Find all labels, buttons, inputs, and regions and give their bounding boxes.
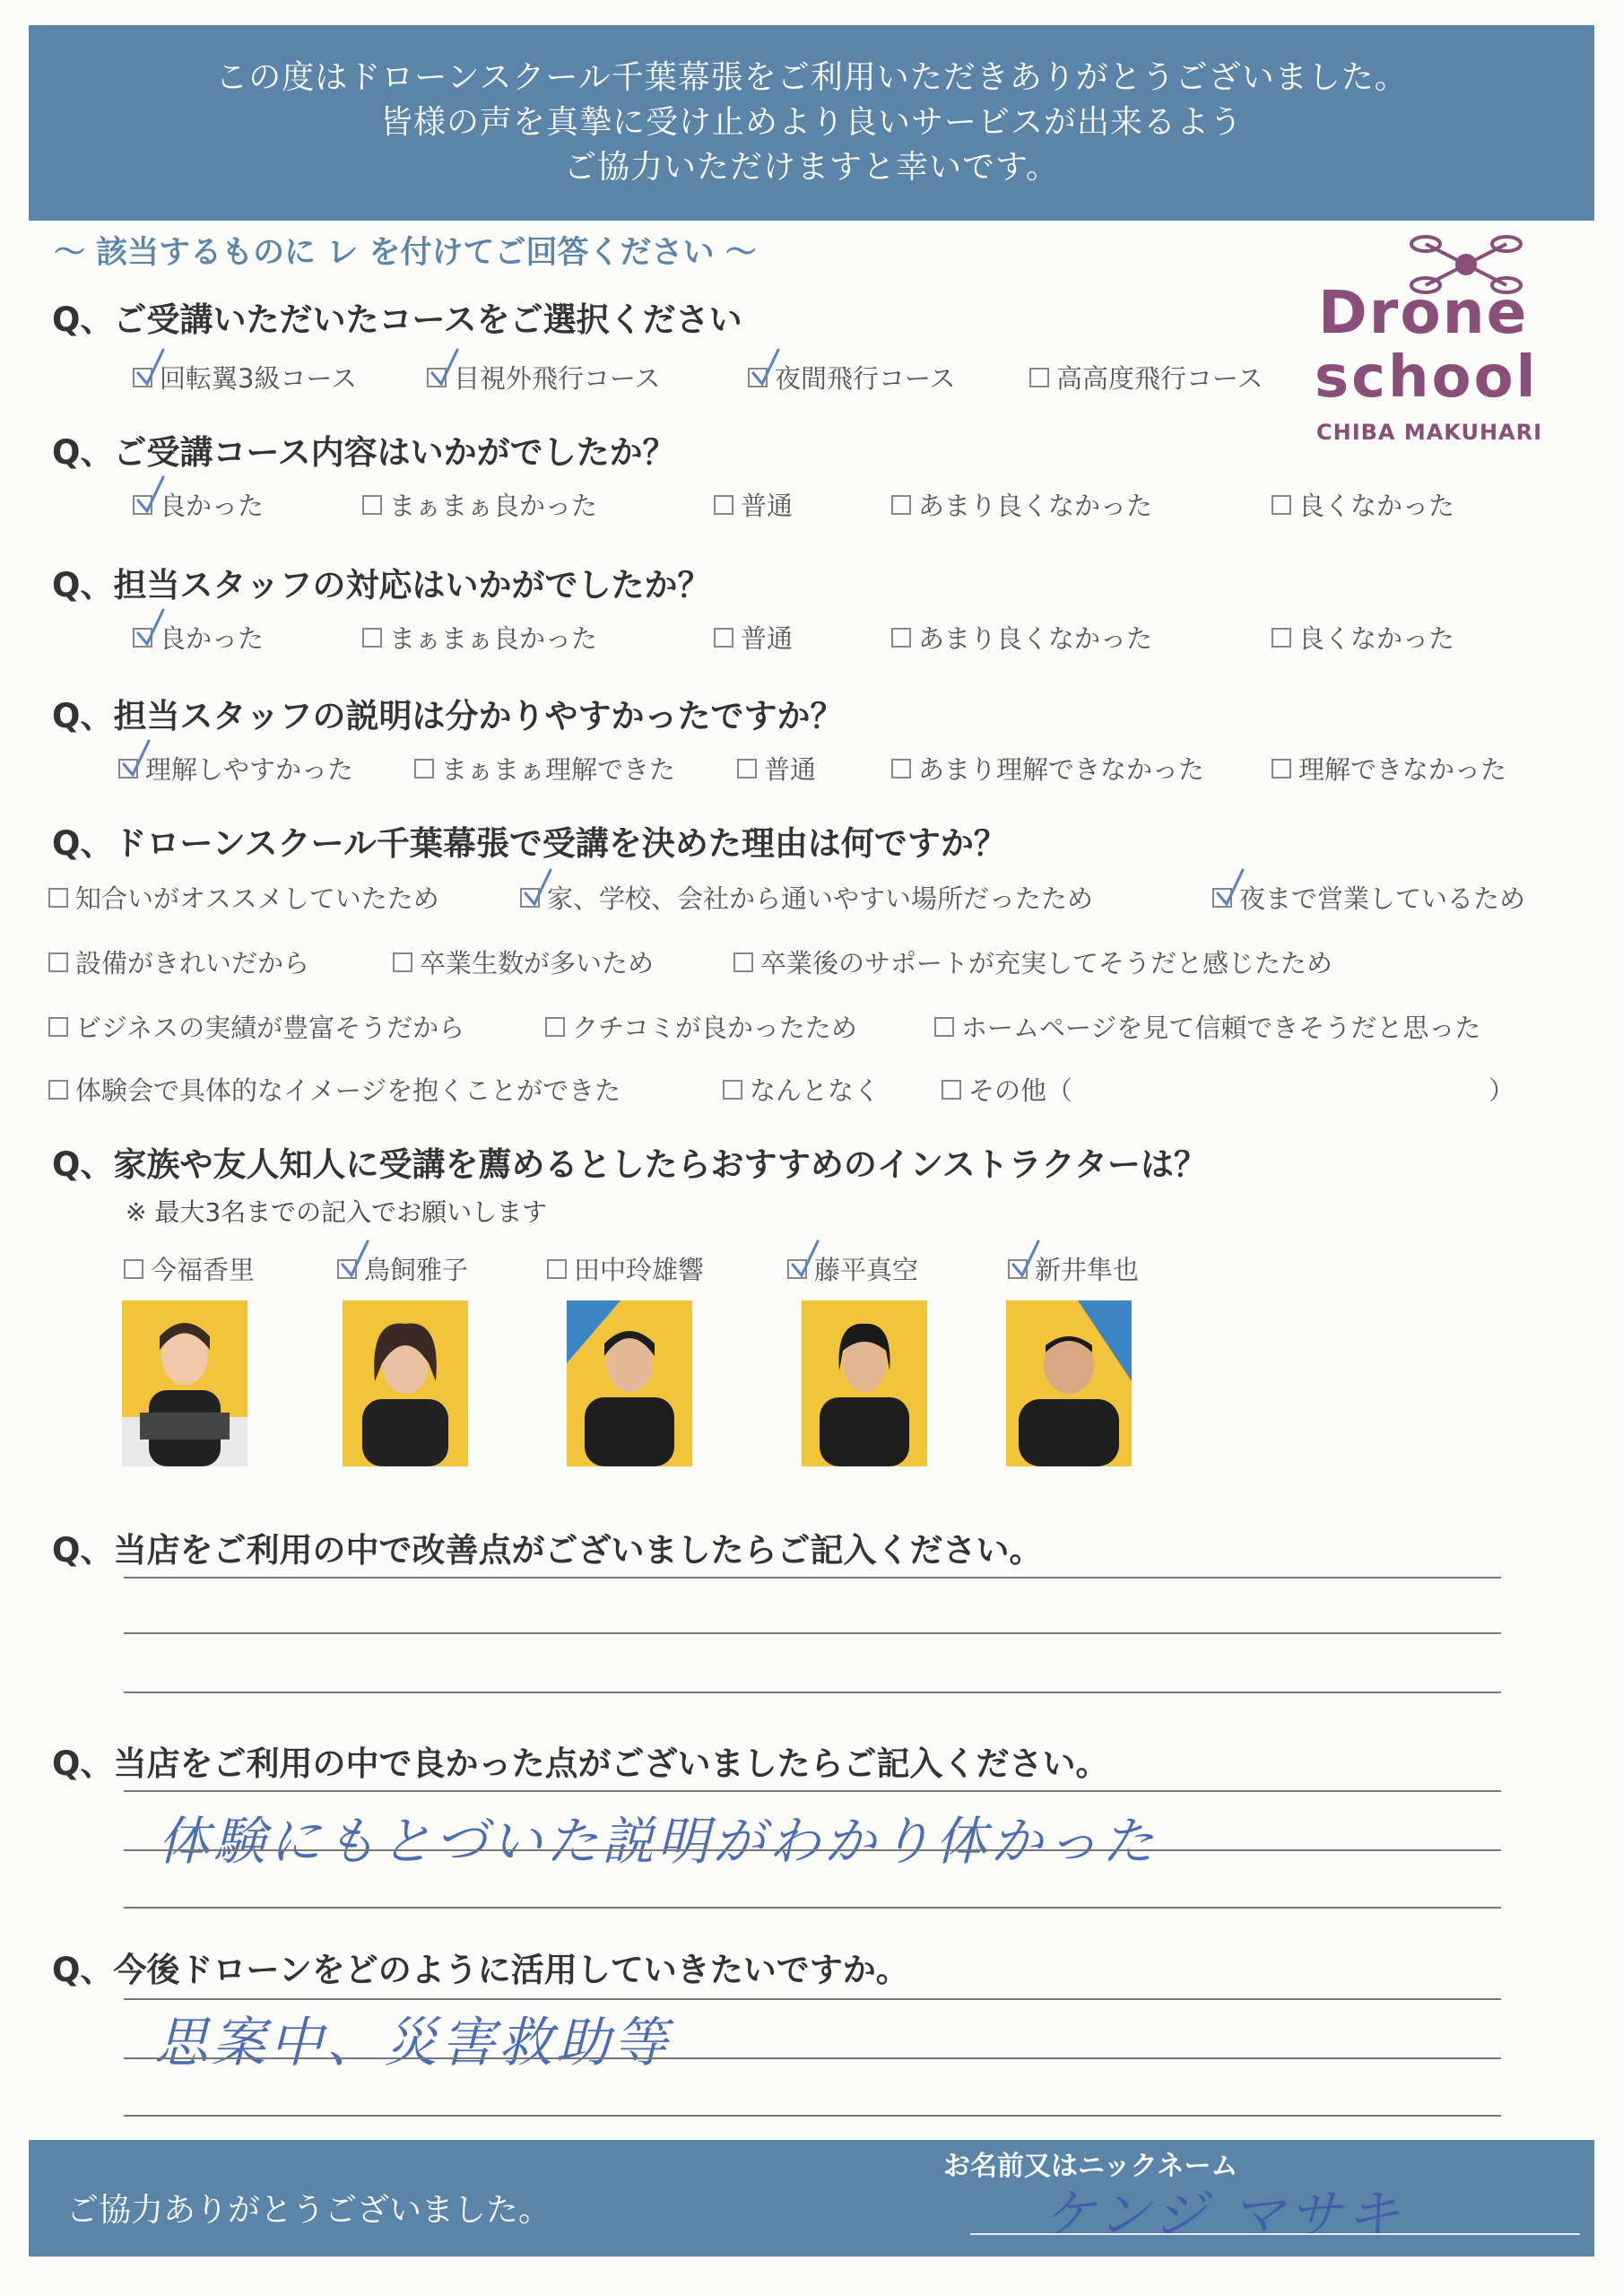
checkbox[interactable] xyxy=(942,1080,961,1100)
answer-line xyxy=(124,2057,1501,2059)
footer-thanks: ご協力ありがとうございました。 xyxy=(66,2192,551,2229)
q1-option-1[interactable]: 回転翼3級コース xyxy=(133,359,357,396)
checkbox[interactable] xyxy=(733,952,753,972)
instruction-text: ～ 該当するものに レ を付けてご回答ください ～ xyxy=(54,235,757,271)
checkbox[interactable] xyxy=(48,952,68,972)
instructor-photo xyxy=(122,1300,247,1466)
checkbox[interactable] xyxy=(520,888,540,908)
checkbox[interactable] xyxy=(723,1080,742,1100)
checkmark-icon xyxy=(136,475,167,517)
checkbox[interactable] xyxy=(714,628,733,648)
checkbox[interactable] xyxy=(362,628,382,648)
q5-option-9[interactable]: ホームページを見て信頼できそうだと思った xyxy=(934,1008,1480,1045)
checkbox[interactable] xyxy=(362,495,382,515)
header-line-1: この度はドローンスクール千葉幕張をご利用いただきありがとうございました。 xyxy=(215,59,1408,96)
checkbox[interactable] xyxy=(133,495,152,515)
checkmark-icon xyxy=(341,1239,371,1281)
answer-line xyxy=(124,2115,1501,2117)
checkbox[interactable] xyxy=(1271,628,1291,648)
q5-option-12[interactable]: その他（ xyxy=(942,1071,1072,1108)
q5-option-8[interactable]: クチコミが良かったため xyxy=(545,1008,857,1045)
checkbox[interactable] xyxy=(133,628,152,648)
answer-line xyxy=(124,1632,1501,1634)
q3-option-2[interactable]: まぁまぁ良かった xyxy=(362,619,597,656)
answer-line xyxy=(124,1790,1501,1792)
answer-line xyxy=(124,1907,1501,1909)
q6-option-1[interactable]: 今福香里 xyxy=(124,1250,255,1287)
instructor-photo xyxy=(1006,1300,1132,1466)
checkmark-icon xyxy=(122,739,152,780)
logo-line-1: Drone xyxy=(1318,278,1529,347)
q5-other-close: ） xyxy=(1488,1075,1515,1106)
q5-option-1[interactable]: 知合いがオススメしていたため xyxy=(48,879,439,916)
q3-option-3[interactable]: 普通 xyxy=(714,619,793,656)
name-label: お名前又はニックネーム xyxy=(943,2151,1238,2182)
checkbox[interactable] xyxy=(48,888,68,908)
answer-line xyxy=(124,1998,1501,2000)
q2-option-1[interactable]: 良かった xyxy=(133,486,264,523)
logo-line-3: CHIBA MAKUHARI xyxy=(1316,420,1543,445)
drone-school-logo xyxy=(1309,224,1560,457)
answer-line xyxy=(124,1577,1501,1578)
checkmark-icon xyxy=(524,868,554,909)
instructor-photo xyxy=(343,1300,468,1466)
q5-option-3[interactable]: 夜まで営業しているため xyxy=(1212,879,1525,916)
q4-option-5[interactable]: 理解できなかった xyxy=(1271,750,1506,787)
q2-option-5[interactable]: 良くなかった xyxy=(1271,486,1454,523)
q1-option-3[interactable]: 夜間飛行コース xyxy=(748,359,956,396)
footer-band xyxy=(29,2140,1594,2257)
header-line-2: 皆様の声を真摯に受け止めより良いサービスが出来るよう xyxy=(379,104,1243,141)
q4-option-2[interactable]: まぁまぁ理解できた xyxy=(414,750,675,787)
q5-option-10[interactable]: 体験会で具体的なイメージを抱くことができた xyxy=(48,1071,621,1108)
checkbox[interactable] xyxy=(118,759,138,778)
question-reason: Q、ドローンスクール千葉幕張で受講を決めた理由は何ですか？ xyxy=(52,824,1007,863)
q5-option-7[interactable]: ビジネスの実績が豊富そうだから xyxy=(48,1008,464,1045)
q4-option-3[interactable]: 普通 xyxy=(737,750,816,787)
checkbox[interactable] xyxy=(737,759,757,778)
instructor-photo xyxy=(802,1300,927,1466)
checkbox[interactable] xyxy=(48,1080,68,1100)
answer-line xyxy=(124,1849,1501,1851)
header-line-3: ご協力いただけますと幸いです。 xyxy=(563,149,1060,186)
checkbox[interactable] xyxy=(1271,759,1291,778)
checkbox[interactable] xyxy=(1212,888,1232,908)
checkbox[interactable] xyxy=(714,495,733,515)
checkbox[interactable] xyxy=(337,1259,357,1279)
checkbox[interactable] xyxy=(891,628,911,648)
q1-option-2[interactable]: 目視外飛行コース xyxy=(427,359,661,396)
checkmark-icon xyxy=(791,1239,821,1281)
q6-option-3[interactable]: 田中玲雄響 xyxy=(547,1250,704,1287)
q5-option-6[interactable]: 卒業後のサポートが充実してそうだと感じたため xyxy=(733,944,1332,980)
q2-option-2[interactable]: まぁまぁ良かった xyxy=(362,486,597,523)
q5-option-2[interactable]: 家、学校、会社から通いやすい場所だったため xyxy=(520,879,1093,916)
q5-option-11[interactable]: なんとなく xyxy=(723,1071,880,1108)
name-value[interactable]: ケンジ マサキ xyxy=(1042,2184,1403,2247)
checkbox[interactable] xyxy=(1008,1259,1028,1279)
checkbox[interactable] xyxy=(1271,495,1291,515)
q3-option-1[interactable]: 良かった xyxy=(133,619,264,656)
question-future-use: Q、今後ドローンをどのように活用していきたいですか。 xyxy=(52,1951,909,1989)
question-course-content: Q、ご受講コース内容はいかがでしたか？ xyxy=(52,433,676,472)
checkbox[interactable] xyxy=(891,495,911,515)
question-staff-explanation: Q、担当スタッフの説明は分かりやすかったですか？ xyxy=(52,697,844,735)
header-banner xyxy=(29,25,1594,221)
q4-option-1[interactable]: 理解しやすかった xyxy=(118,750,353,787)
checkbox[interactable] xyxy=(748,368,768,387)
q5-option-5[interactable]: 卒業生数が多いため xyxy=(393,944,654,980)
checkbox[interactable] xyxy=(891,759,911,778)
checkbox[interactable] xyxy=(547,1259,567,1279)
question-instructor: Q、家族や友人知人に受講を薦めるとしたらおすすめのインストラクターは？ xyxy=(52,1145,1207,1184)
checkmark-icon xyxy=(430,348,461,389)
checkbox[interactable] xyxy=(427,368,447,387)
q2-option-3[interactable]: 普通 xyxy=(714,486,793,523)
question-good-points: Q、当店をご利用の中で良かった点がございましたらご記入ください。 xyxy=(52,1744,1109,1783)
q2-option-4[interactable]: あまり良くなかった xyxy=(891,486,1152,523)
future-use-answer[interactable]: 思案中、災害救助等 xyxy=(154,2012,671,2074)
logo-line-2: school xyxy=(1315,344,1539,411)
checkmark-icon xyxy=(136,608,167,649)
checkbox[interactable] xyxy=(934,1017,954,1037)
q3-option-5[interactable]: 良くなかった xyxy=(1271,619,1454,656)
name-line xyxy=(970,2233,1580,2235)
q5-option-4[interactable]: 設備がきれいだから xyxy=(48,944,309,980)
checkbox[interactable] xyxy=(48,1017,68,1037)
checkbox[interactable] xyxy=(133,368,152,387)
checkmark-icon xyxy=(751,348,782,389)
q6-option-2[interactable]: 鳥飼雅子 xyxy=(337,1250,468,1287)
checkbox[interactable] xyxy=(787,1259,807,1279)
instructor-photo xyxy=(567,1300,692,1466)
answer-line xyxy=(124,1692,1501,1693)
checkbox[interactable] xyxy=(393,952,412,972)
q1-option-4[interactable]: 高高度飛行コース xyxy=(1029,359,1263,396)
q6-option-4[interactable]: 藤平真空 xyxy=(787,1250,918,1287)
question-improvements: Q、当店をご利用の中で改善点がございましたらご記入ください。 xyxy=(52,1531,1043,1570)
q6-option-5[interactable]: 新井隼也 xyxy=(1008,1250,1139,1287)
checkbox[interactable] xyxy=(414,759,434,778)
good-points-answer[interactable]: 体験にもとづいた説明がわかり体かった xyxy=(158,1811,1158,1872)
question-course: Q、ご受講いただいたコースをご選択ください xyxy=(52,300,742,339)
instructor-note: ※ 最大3名までの記入でお願いします xyxy=(126,1197,548,1227)
checkmark-icon xyxy=(136,348,167,389)
question-staff-response: Q、担当スタッフの対応はいかがでしたか？ xyxy=(52,566,711,604)
checkbox[interactable] xyxy=(1029,368,1049,387)
checkmark-icon xyxy=(1216,868,1246,909)
checkbox[interactable] xyxy=(545,1017,565,1037)
q4-option-4[interactable]: あまり理解できなかった xyxy=(891,750,1204,787)
checkbox[interactable] xyxy=(124,1259,143,1279)
checkmark-icon xyxy=(1011,1239,1042,1281)
q3-option-4[interactable]: あまり良くなかった xyxy=(891,619,1152,656)
